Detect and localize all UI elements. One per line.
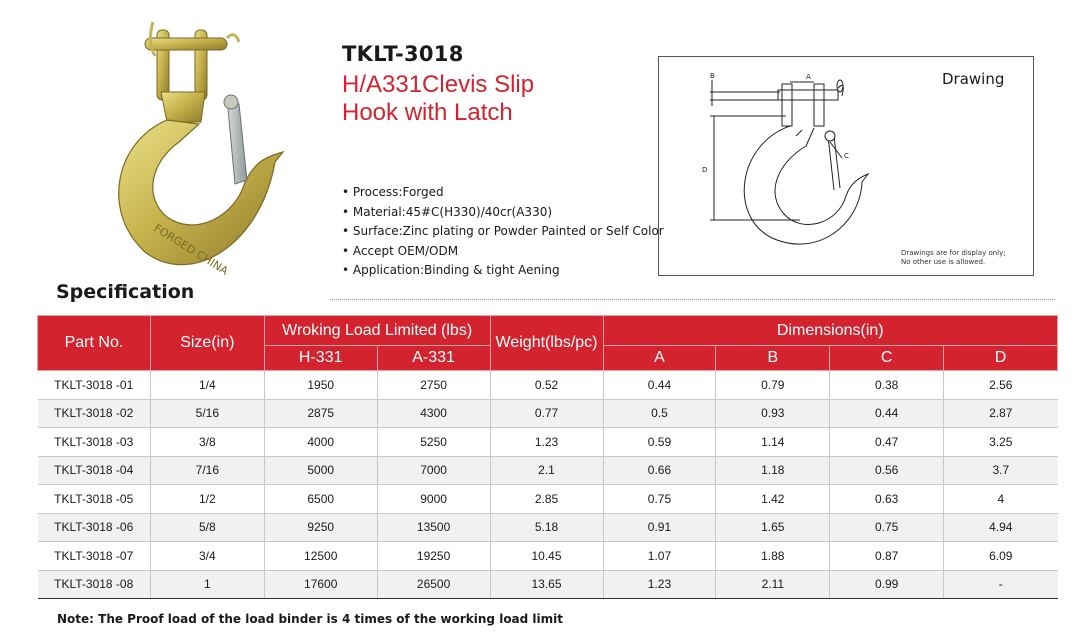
dotted-divider <box>330 299 1055 300</box>
cell-part-no: TKLT-3018 -04 <box>38 456 151 485</box>
cell-dim-d: 4 <box>944 485 1058 514</box>
cell-dim-c: 0.38 <box>830 371 944 400</box>
cell-weight: 13.65 <box>490 570 603 599</box>
cell-size: 5/16 <box>150 399 264 428</box>
cell-dim-c: 0.63 <box>830 485 944 514</box>
cell-dim-a: 1.07 <box>603 542 716 571</box>
cell-h331: 12500 <box>264 542 377 571</box>
cell-dim-a: 1.23 <box>603 570 716 599</box>
product-model: TKLT-3018 <box>342 42 464 66</box>
header-size: Size(in) <box>150 316 264 371</box>
cell-dim-a: 0.91 <box>603 513 716 542</box>
cell-dim-b: 1.42 <box>716 485 830 514</box>
cell-dim-b: 0.93 <box>716 399 830 428</box>
cell-dim-c: 0.56 <box>830 456 944 485</box>
header-dimensions: Dimensions(in) <box>603 316 1057 346</box>
drawing-title: Drawing <box>942 70 1005 88</box>
cell-a331: 9000 <box>377 485 490 514</box>
table-row <box>38 428 1058 457</box>
cell-a331: 13500 <box>377 513 490 542</box>
cell-size: 1/4 <box>150 371 264 400</box>
cell-dim-b: 1.88 <box>716 542 830 571</box>
product-title-line2: Hook with Latch <box>342 99 513 126</box>
header-weight: Weight(lbs/pc) <box>490 316 603 371</box>
cell-size: 3/4 <box>150 542 264 571</box>
cell-a331: 26500 <box>377 570 490 599</box>
forged-china-mark: FORGED CHINA <box>151 221 231 278</box>
cell-h331: 9250 <box>264 513 377 542</box>
cell-part-no: TKLT-3018 -02 <box>38 399 151 428</box>
cell-weight: 0.77 <box>490 399 603 428</box>
cell-dim-c: 0.44 <box>830 399 944 428</box>
cell-dim-a: 0.66 <box>603 456 716 485</box>
hook-drawing <box>690 66 890 271</box>
feature-item: • Application:Binding & tight Aening <box>342 261 664 281</box>
table-row <box>38 399 1058 428</box>
cell-dim-c: 0.47 <box>830 428 944 457</box>
cell-dim-a: 0.59 <box>603 428 716 457</box>
header-dim-b: B <box>716 346 830 371</box>
product-title-line1: H/A331Clevis Slip <box>342 71 535 98</box>
cell-part-no: TKLT-3018 -01 <box>38 371 151 400</box>
table-row <box>38 570 1058 599</box>
header-dim-c: C <box>830 346 944 371</box>
cell-dim-b: 0.79 <box>716 371 830 400</box>
cell-dim-d: 6.09 <box>944 542 1058 571</box>
feature-item: • Material:45#C(H330)/40cr(A330) <box>342 203 664 223</box>
table-row <box>38 371 1058 400</box>
cell-weight: 0.52 <box>490 371 603 400</box>
cell-h331: 17600 <box>264 570 377 599</box>
cell-h331: 4000 <box>264 428 377 457</box>
cell-part-no: TKLT-3018 -03 <box>38 428 151 457</box>
cell-part-no: TKLT-3018 -05 <box>38 485 151 514</box>
cell-dim-b: 1.18 <box>716 456 830 485</box>
cell-h331: 5000 <box>264 456 377 485</box>
cell-a331: 7000 <box>377 456 490 485</box>
cell-dim-b: 2.11 <box>716 570 830 599</box>
table-row <box>38 513 1058 542</box>
table-row <box>38 542 1058 571</box>
cell-weight: 1.23 <box>490 428 603 457</box>
cell-a331: 4300 <box>377 399 490 428</box>
cell-dim-d: 3.25 <box>944 428 1058 457</box>
header-dim-d: D <box>944 346 1058 371</box>
table-row <box>38 485 1058 514</box>
cell-a331: 19250 <box>377 542 490 571</box>
cell-h331: 1950 <box>264 371 377 400</box>
footer-note: Note: The Proof load of the load binder is 4 times of the working load limit <box>57 612 564 626</box>
cell-dim-c: 0.99 <box>830 570 944 599</box>
dim-label-c: C <box>844 152 849 160</box>
dim-label-d: D <box>702 166 708 174</box>
header-part-no: Part No. <box>38 316 151 371</box>
feature-list <box>342 183 664 281</box>
cell-weight: 2.85 <box>490 485 603 514</box>
drawing-note-line2: No other use is allowed. <box>901 258 986 266</box>
table-row <box>38 456 1058 485</box>
cell-size: 7/16 <box>150 456 264 485</box>
cell-part-no: TKLT-3018 -07 <box>38 542 151 571</box>
cell-weight: 10.45 <box>490 542 603 571</box>
cell-dim-d: 2.87 <box>944 399 1058 428</box>
header-h331: H-331 <box>264 346 377 371</box>
header-wll: Wroking Load Limited (lbs) <box>264 316 490 346</box>
cell-dim-a: 0.5 <box>603 399 716 428</box>
drawing-note-line1: Drawings are for display only; <box>901 249 1006 257</box>
cell-h331: 2875 <box>264 399 377 428</box>
cell-a331: 2750 <box>377 371 490 400</box>
cell-dim-b: 1.14 <box>716 428 830 457</box>
cell-size: 1/2 <box>150 485 264 514</box>
feature-item: • Process:Forged <box>342 183 664 203</box>
feature-item: • Surface:Zinc plating or Powder Painted or Self Color <box>342 222 664 242</box>
product-photo <box>95 12 295 282</box>
cell-dim-c: 0.87 <box>830 542 944 571</box>
spec-table-body <box>38 371 1058 599</box>
cell-size: 3/8 <box>150 428 264 457</box>
cell-dim-b: 1.65 <box>716 513 830 542</box>
cell-weight: 5.18 <box>490 513 603 542</box>
cell-a331: 5250 <box>377 428 490 457</box>
header-a331: A-331 <box>377 346 490 371</box>
cell-dim-c: 0.75 <box>830 513 944 542</box>
cell-dim-a: 0.44 <box>603 371 716 400</box>
spec-table <box>37 315 1058 599</box>
cell-part-no: TKLT-3018 -08 <box>38 570 151 599</box>
cell-size: 5/8 <box>150 513 264 542</box>
cell-dim-a: 0.75 <box>603 485 716 514</box>
specification-title: Specification <box>56 281 195 303</box>
cell-weight: 2.1 <box>490 456 603 485</box>
cell-part-no: TKLT-3018 -06 <box>38 513 151 542</box>
dim-label-a: A <box>806 73 811 81</box>
cell-dim-d: 3.7 <box>944 456 1058 485</box>
dim-label-b: B <box>710 72 715 80</box>
cell-dim-d: - <box>944 570 1058 599</box>
cell-h331: 6500 <box>264 485 377 514</box>
header-dim-a: A <box>603 346 716 371</box>
cell-dim-d: 2.56 <box>944 371 1058 400</box>
drawing-note <box>901 249 1006 267</box>
feature-item: • Accept OEM/ODM <box>342 242 664 262</box>
cell-size: 1 <box>150 570 264 599</box>
cell-dim-d: 4.94 <box>944 513 1058 542</box>
